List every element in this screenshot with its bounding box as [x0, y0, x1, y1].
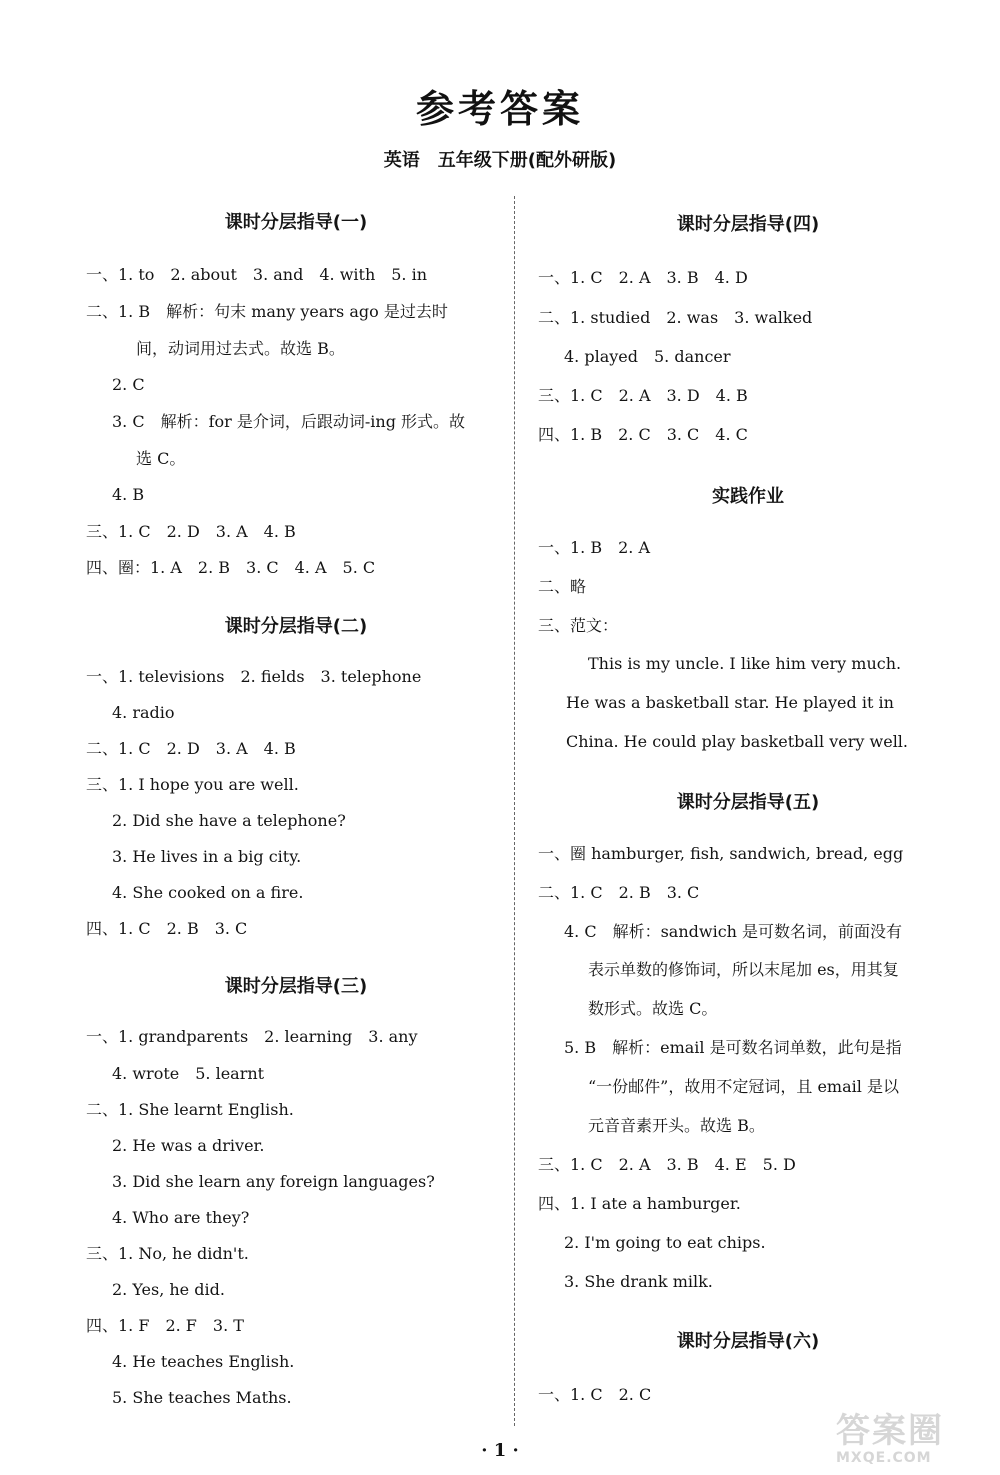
answer-line: 2. Yes, he did.	[112, 1280, 225, 1299]
watermark-logo: 答案圈 MXQE.COM	[836, 1411, 944, 1466]
answer-line: 2. He was a driver.	[112, 1136, 265, 1155]
section-heading: 课时分层指导(三)	[224, 976, 368, 997]
answer-line: 2. I'm going to eat chips.	[564, 1233, 766, 1252]
answer-line: 4. Who are they?	[112, 1208, 250, 1227]
answer-line: 表示单数的修饰词，所以末尾加 es，用其复	[588, 960, 899, 979]
sample-essay-line: China. He could play basketball very well.	[566, 732, 909, 751]
answer-line: 四、圈：1. A 2. B 3. C 4. A 5. C	[86, 558, 376, 577]
answer-line: 一、1. televisions 2. fields 3. telephone	[86, 667, 422, 686]
answer-line: 三、1. I hope you are well.	[86, 775, 299, 794]
answer-line: 二、1. C 2. D 3. A 4. B	[86, 739, 296, 758]
answer-line: 三、范文：	[538, 616, 619, 635]
answer-line: 二、1. studied 2. was 3. walked	[538, 308, 813, 327]
sample-essay-line: He was a basketball star. He played it in	[566, 693, 894, 712]
answer-line: 间，动词用过去式。故选 B。	[136, 339, 345, 358]
answer-line: 一、圈 hamburger, fish, sandwich, bread, egg	[538, 844, 904, 863]
answer-line: 2. Did she have a telephone?	[112, 811, 346, 830]
answer-line: 4. B	[112, 485, 145, 504]
answer-line: 四、1. F 2. F 3. T	[86, 1316, 244, 1335]
answer-line: 二、略	[538, 577, 587, 596]
answer-line: 5. She teaches Maths.	[112, 1388, 292, 1407]
answer-line: 三、1. C 2. A 3. B 4. E 5. D	[538, 1155, 796, 1174]
answer-line: 一、1. B 2. A	[538, 538, 651, 557]
answer-line: 一、1. grandparents 2. learning 3. any	[86, 1027, 418, 1046]
column-divider	[514, 196, 515, 1426]
answer-line: 元音音素开头。故选 B。	[588, 1116, 765, 1135]
section-heading: 课时分层指导(五)	[676, 792, 820, 813]
answer-line: 一、1. C 2. C	[538, 1385, 652, 1404]
answer-line: 3. He lives in a big city.	[112, 847, 302, 866]
section-heading: 课时分层指导(二)	[224, 616, 368, 637]
answer-line: “一份邮件”，故用不定冠词，且 email 是以	[588, 1077, 899, 1096]
answer-line: 3. She drank milk.	[564, 1272, 713, 1291]
answer-line: 四、1. B 2. C 3. C 4. C	[538, 425, 748, 444]
answer-line: 二、1. C 2. B 3. C	[538, 883, 700, 902]
section-heading: 课时分层指导(六)	[676, 1331, 820, 1352]
answer-line: 4. radio	[112, 703, 175, 722]
answer-line: 3. C 解析：for 是介词，后跟动词-ing 形式。故	[112, 412, 466, 431]
answer-line: 选 C。	[136, 449, 186, 468]
answer-line: 四、1. I ate a hamburger.	[538, 1194, 741, 1213]
page-title: 参考答案	[415, 87, 584, 131]
answer-line: 5. B 解析：email 是可数名词单数，此句是指	[564, 1038, 902, 1057]
section-heading: 实践作业	[712, 486, 784, 507]
answer-line: 4. wrote 5. learnt	[112, 1064, 265, 1083]
answer-line: 4. He teaches English.	[112, 1352, 295, 1371]
section-heading: 课时分层指导(一)	[224, 212, 368, 233]
answer-line: 2. C	[112, 375, 145, 394]
answer-line: 数形式。故选 C。	[588, 999, 718, 1018]
answer-line: 二、1. She learnt English.	[86, 1100, 294, 1119]
answer-line: 一、1. to 2. about 3. and 4. with 5. in	[86, 265, 428, 284]
sample-essay-line: This is my uncle. I like him very much.	[588, 654, 902, 673]
answer-line: 4. played 5. dancer	[564, 347, 731, 366]
section-heading: 课时分层指导(四)	[676, 214, 820, 235]
answer-line: 三、1. No, he didn't.	[86, 1244, 249, 1263]
answer-line: 三、1. C 2. A 3. D 4. B	[538, 386, 748, 405]
answer-line: 二、1. B 解析：句末 many years ago 是过去时	[86, 302, 448, 321]
answer-line: 一、1. C 2. A 3. B 4. D	[538, 268, 748, 287]
answer-line: 4. C 解析：sandwich 是可数名词，前面没有	[564, 922, 903, 941]
answer-line: 四、1. C 2. B 3. C	[86, 919, 248, 938]
answer-line: 4. She cooked on a fire.	[112, 883, 304, 902]
page-subtitle: 英语 五年级下册(配外研版)	[383, 150, 617, 171]
page-number: · 1 ·	[481, 1440, 519, 1461]
answer-line: 三、1. C 2. D 3. A 4. B	[86, 522, 296, 541]
answer-line: 3. Did she learn any foreign languages?	[112, 1172, 435, 1191]
